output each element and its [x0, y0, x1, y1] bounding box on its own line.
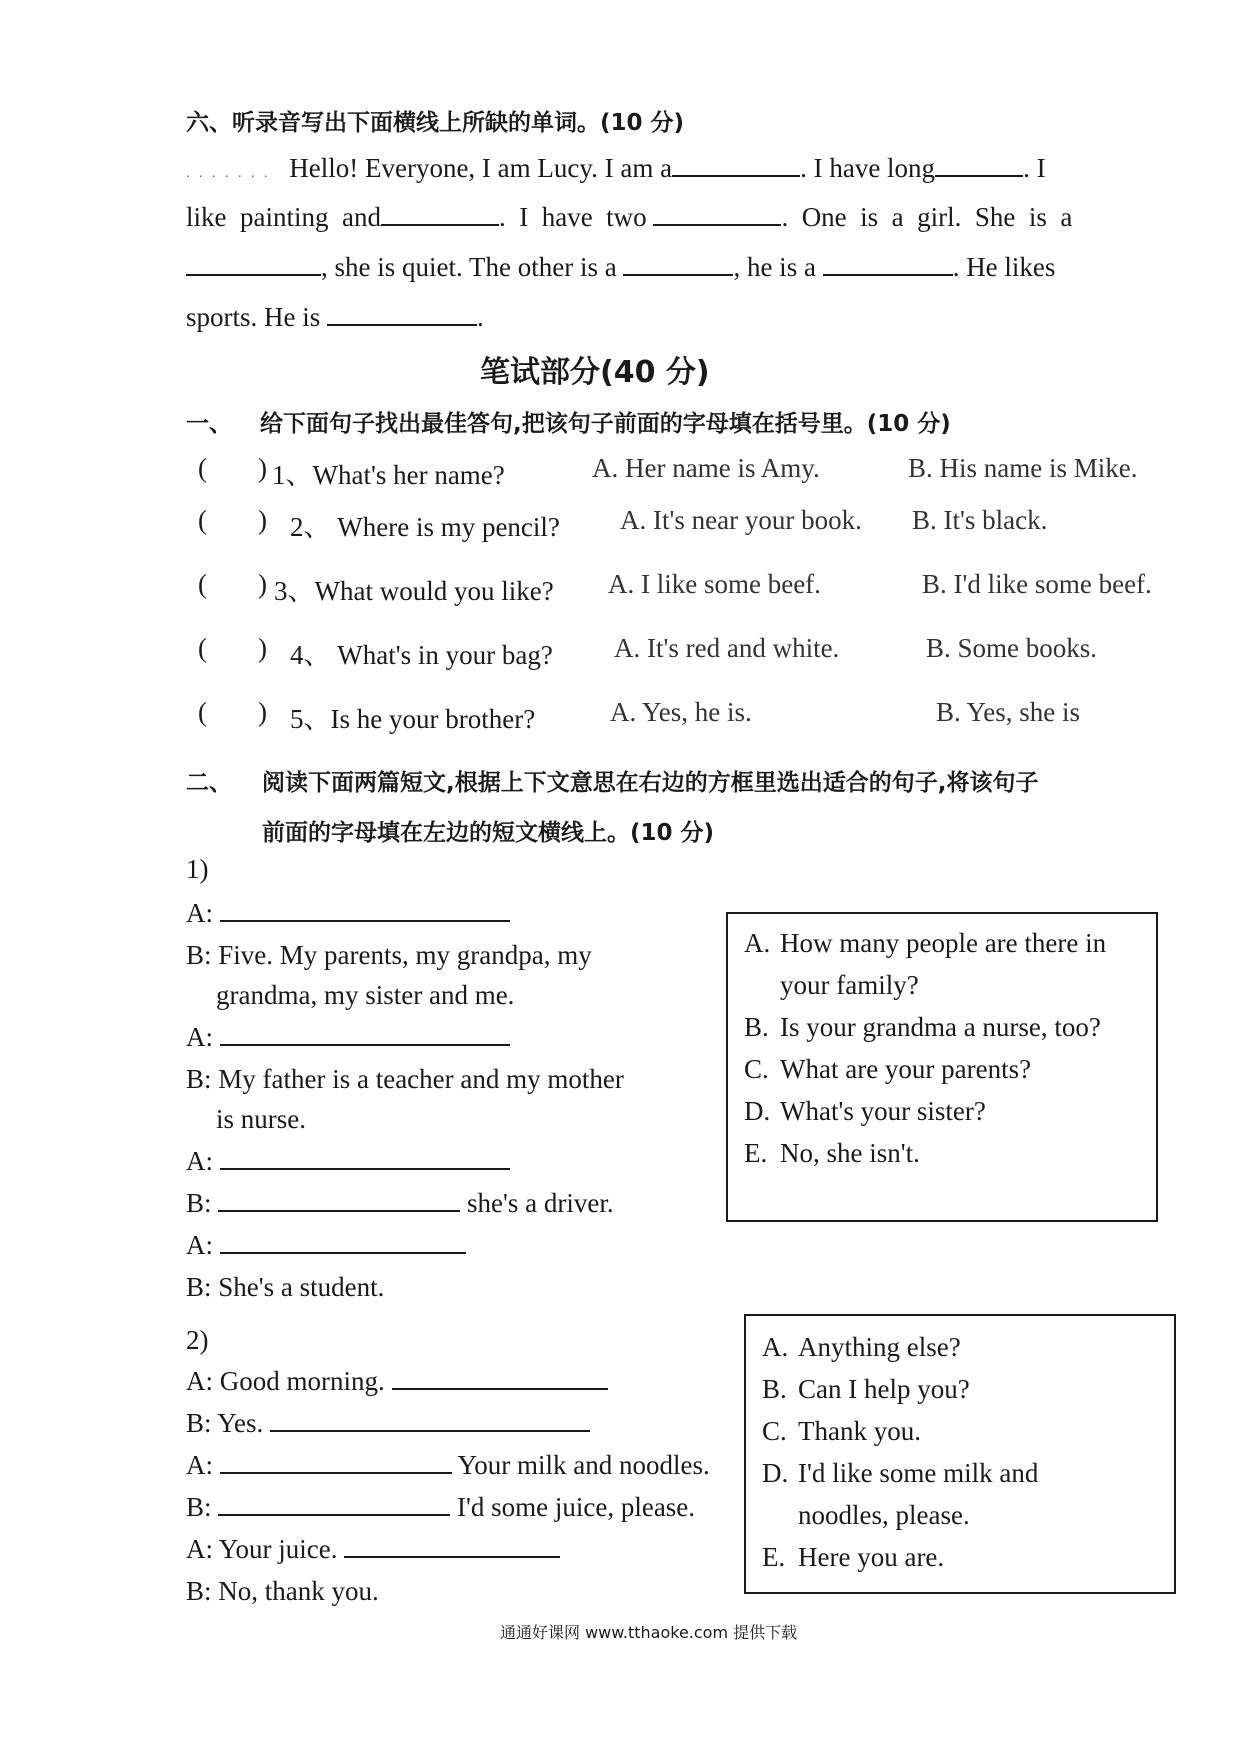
- section1-heading: 给下面句子找出最佳答句,把该句子前面的字母填在括号里。(10 分): [260, 411, 951, 437]
- speaker-label: B:: [186, 1576, 212, 1606]
- option-b: B. His name is Mike.: [908, 453, 1138, 483]
- option-letter: A.: [762, 1332, 789, 1362]
- footer-source: 通通好课网 www.tthaoke.com 提供下载: [500, 1623, 798, 1642]
- section2-heading-line1: 阅读下面两篇短文,根据上下文意思在右边的方框里选出适合的句子,将该句子: [262, 770, 1039, 796]
- section2-number: 二、: [186, 770, 232, 796]
- leading-dots: . . . . . . .: [186, 166, 271, 181]
- passage-text: sports. He is: [186, 302, 321, 332]
- dialog-text: Five. My parents, my grandpa, my: [218, 940, 592, 970]
- answer-bracket-close: ): [258, 505, 267, 535]
- dialog-line: [186, 940, 592, 971]
- dialog-text: She's a student.: [218, 1272, 385, 1302]
- option-a: A. It's near your book.: [620, 505, 862, 535]
- passage-text: , she is quiet. The other is a: [321, 252, 617, 282]
- answer-bracket-close: ): [258, 453, 267, 483]
- dialog-line: [216, 1104, 306, 1135]
- question-text: 1、What's her name?: [272, 460, 505, 490]
- dialog-line: [216, 980, 514, 1011]
- option-letter: A.: [744, 928, 771, 958]
- question-text: 5、Is he your brother?: [290, 704, 536, 734]
- speaker-label: B:: [186, 1492, 212, 1522]
- dialog-line: [186, 1272, 384, 1303]
- speaker-label: B:: [186, 940, 212, 970]
- dialog1-options-box: [726, 912, 1158, 1222]
- option-letter: C.: [762, 1416, 787, 1446]
- speaker-label: B:: [186, 1272, 212, 1302]
- option-text: Is your grandma a nurse, too?: [780, 1012, 1101, 1042]
- answer-blank[interactable]: [218, 1188, 460, 1212]
- answer-bracket-close: ): [258, 633, 267, 663]
- speaker-label: A:: [186, 1146, 213, 1176]
- option-text: What's your sister?: [780, 1096, 986, 1126]
- dialog-text: Your juice.: [218, 1534, 338, 1564]
- option-a: A. It's red and white.: [614, 633, 840, 663]
- answer-blank[interactable]: [623, 252, 733, 276]
- dialog-text: I'd some juice, please.: [457, 1492, 696, 1522]
- dialog-line: [186, 1576, 379, 1607]
- section1-number: 一、: [186, 411, 232, 437]
- dialog-line: [186, 1450, 710, 1481]
- section6-line1: [186, 153, 1046, 184]
- speaker-label: B:: [186, 1188, 212, 1218]
- answer-blank[interactable]: [218, 1492, 450, 1516]
- answer-bracket-open[interactable]: (: [198, 505, 207, 535]
- dialog-text: she's a driver.: [467, 1188, 614, 1218]
- option-text: Thank you.: [798, 1416, 921, 1446]
- option-a: A. Yes, he is.: [610, 697, 752, 727]
- section6-line3: [186, 252, 1055, 283]
- option-letter: C.: [744, 1054, 769, 1084]
- option-text: What are your parents?: [780, 1054, 1032, 1084]
- question-text: 2、 Where is my pencil?: [290, 512, 560, 542]
- dialog-line: [186, 1230, 466, 1261]
- option-letter: E.: [762, 1542, 786, 1572]
- passage-text: . I have long: [800, 153, 936, 183]
- option-text: your family?: [780, 970, 919, 1000]
- speaker-label: B:: [186, 1064, 212, 1094]
- answer-blank[interactable]: [327, 302, 477, 326]
- speaker-label: A:: [186, 1022, 213, 1052]
- dialog-line: [186, 1492, 695, 1523]
- speaker-label: B:: [186, 1408, 212, 1438]
- dialog-line: [186, 1188, 614, 1219]
- option-letter: B.: [744, 1012, 769, 1042]
- option-text: Here you are.: [798, 1542, 945, 1572]
- passage-text: . He likes: [952, 252, 1056, 282]
- answer-blank[interactable]: [935, 153, 1023, 177]
- dialog1-label: 1): [186, 854, 209, 884]
- speaker-label: A:: [186, 1450, 213, 1480]
- option-text: I'd like some milk and: [798, 1458, 1039, 1488]
- answer-bracket-open[interactable]: (: [198, 569, 207, 599]
- passage-text: . I have two: [498, 202, 647, 232]
- written-part-title: 笔试部分(40 分): [480, 355, 710, 390]
- question-text: 4、 What's in your bag?: [290, 640, 553, 670]
- option-a: A. Her name is Amy.: [592, 453, 820, 483]
- option-b: B. Some books.: [926, 633, 1098, 663]
- dialog2-options-box: [744, 1314, 1176, 1594]
- dialog-text: Good morning.: [219, 1366, 385, 1396]
- dialog-line: [186, 1366, 608, 1397]
- answer-blank[interactable]: [220, 1146, 510, 1170]
- answer-blank[interactable]: [823, 252, 953, 276]
- dialog-line: [186, 898, 510, 929]
- dialog-text: is nurse.: [216, 1104, 306, 1134]
- dialog-text: My father is a teacher and my mother: [218, 1064, 624, 1094]
- option-letter: B.: [762, 1374, 787, 1404]
- dialog-text: Your milk and noodles.: [457, 1450, 710, 1480]
- option-b: B. I'd like some beef.: [922, 569, 1152, 599]
- passage-text: , he is a: [733, 252, 816, 282]
- dialog-line: [186, 1408, 590, 1439]
- passage-text: . One is a girl. She is a: [781, 202, 1073, 232]
- answer-blank[interactable]: [220, 1230, 466, 1254]
- passage-text: Hello! Everyone, I am Lucy. I am a: [289, 153, 673, 183]
- answer-blank[interactable]: [186, 252, 321, 276]
- answer-bracket-open[interactable]: (: [198, 453, 207, 483]
- answer-blank[interactable]: [381, 202, 499, 226]
- option-text: Can I help you?: [798, 1374, 970, 1404]
- speaker-label: A:: [186, 898, 213, 928]
- option-a: A. I like some beef.: [608, 569, 821, 599]
- answer-blank[interactable]: [344, 1534, 560, 1558]
- option-text: Anything else?: [798, 1332, 961, 1362]
- answer-blank[interactable]: [270, 1408, 590, 1432]
- answer-blank[interactable]: [220, 1450, 452, 1474]
- speaker-label: A:: [186, 1230, 213, 1260]
- option-b: B. It's black.: [912, 505, 1048, 535]
- answer-blank[interactable]: [220, 1022, 510, 1046]
- dialog-line: [186, 1022, 510, 1053]
- option-letter: D.: [744, 1096, 771, 1126]
- dialog2-label: 2): [186, 1325, 209, 1355]
- answer-bracket-open[interactable]: (: [198, 697, 207, 727]
- speaker-label: A:: [186, 1366, 213, 1396]
- answer-bracket-open[interactable]: (: [198, 633, 207, 663]
- dialog-text: grandma, my sister and me.: [216, 980, 515, 1010]
- dialog-text: No, thank you.: [218, 1576, 379, 1606]
- passage-text: like painting and: [186, 202, 381, 232]
- dialog-text: Yes.: [217, 1408, 264, 1438]
- dialog-line: [186, 1534, 560, 1565]
- dialog-line: [186, 1146, 510, 1177]
- option-text: How many people are there in: [780, 928, 1107, 958]
- answer-blank[interactable]: [220, 898, 510, 922]
- answer-bracket-close: ): [258, 697, 267, 727]
- option-text: noodles, please.: [798, 1500, 970, 1530]
- passage-text: . I: [1023, 153, 1046, 183]
- option-text: No, she isn't.: [780, 1138, 920, 1168]
- option-b: B. Yes, she is: [936, 697, 1081, 727]
- section6-line2: [186, 202, 1138, 233]
- answer-blank[interactable]: [672, 153, 800, 177]
- section2-heading-line2: 前面的字母填在左边的短文横线上。(10 分): [262, 820, 715, 846]
- speaker-label: A:: [186, 1534, 213, 1564]
- section6-line4: [186, 302, 484, 333]
- answer-bracket-close: ): [258, 569, 267, 599]
- section6-heading: 六、听录音写出下面横线上所缺的单词。(10 分): [186, 110, 685, 136]
- passage-text: .: [477, 302, 484, 332]
- option-letter: E.: [744, 1138, 768, 1168]
- question-text: 3、What would you like?: [274, 576, 554, 606]
- dialog-line: [186, 1064, 624, 1095]
- answer-blank[interactable]: [392, 1366, 608, 1390]
- option-letter: D.: [762, 1458, 789, 1488]
- answer-blank[interactable]: [653, 202, 781, 226]
